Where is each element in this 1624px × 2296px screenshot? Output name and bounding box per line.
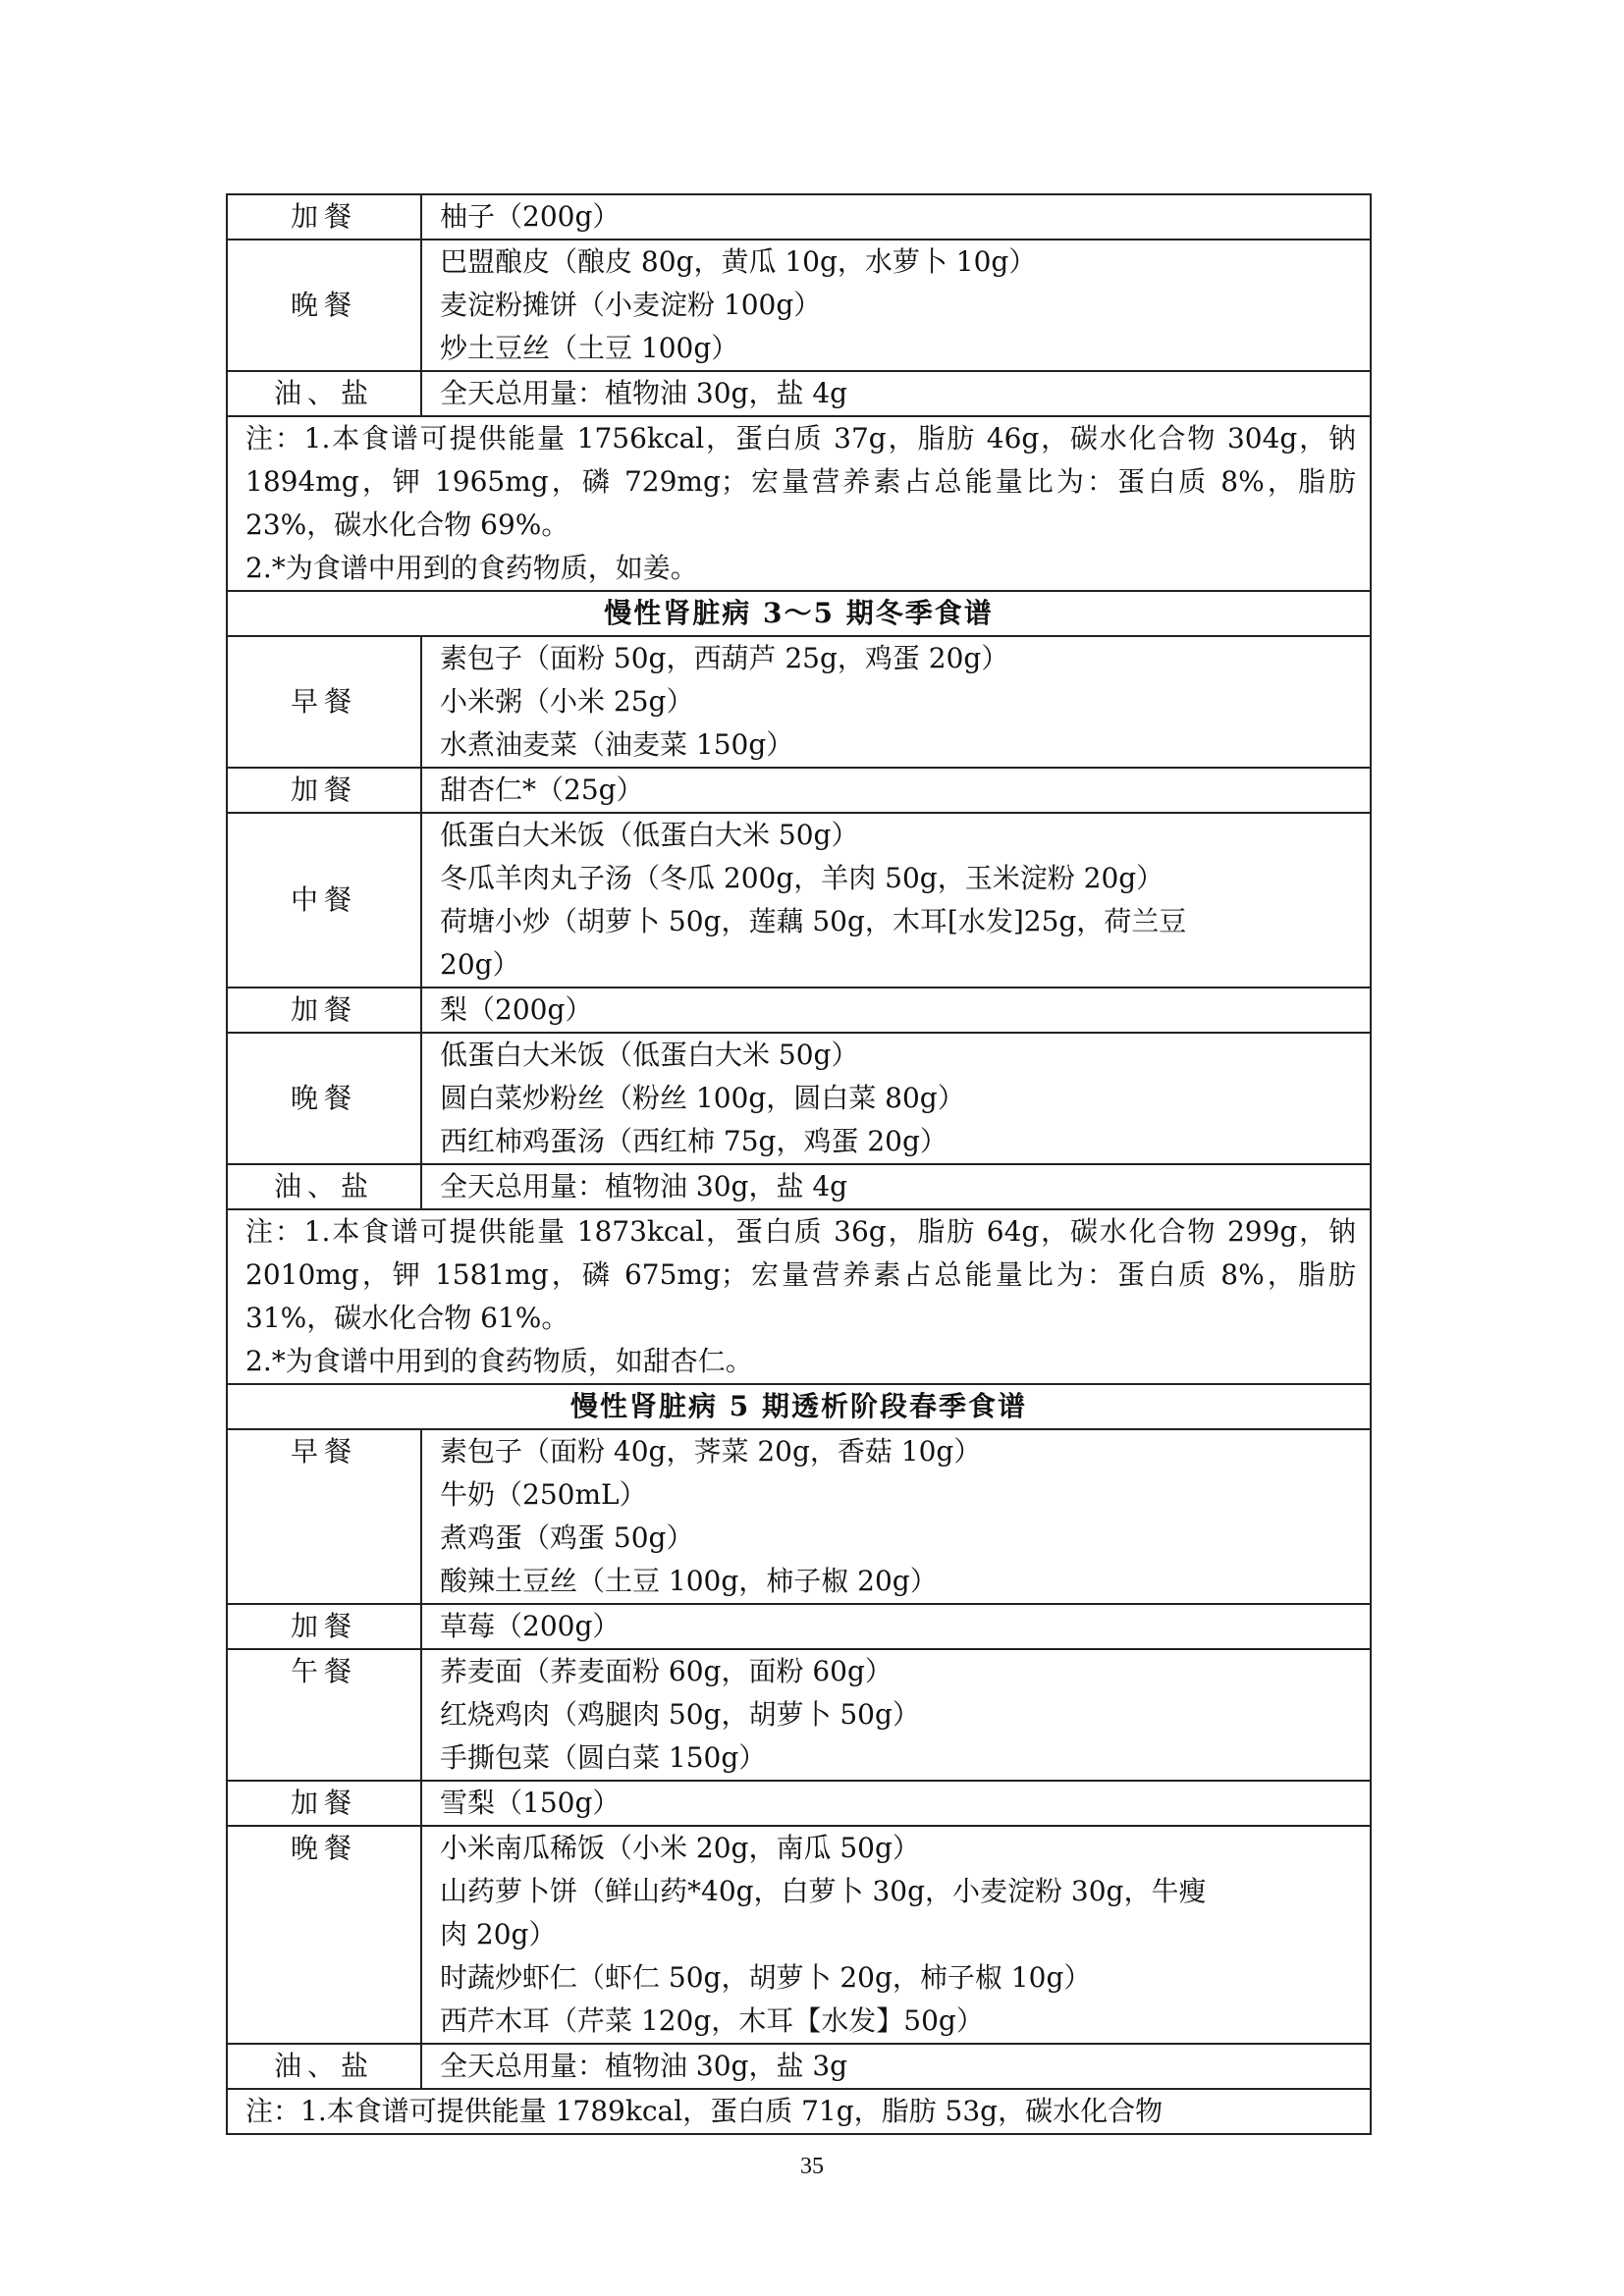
note-line: 2.*为食谱中用到的食药物质，如甜杏仁。 <box>245 1345 753 1377</box>
meal-label: 油、盐 <box>227 371 421 416</box>
meal-row <box>227 813 1371 988</box>
dish-line: 小米粥（小米 25g） <box>440 685 694 718</box>
meal-label: 加餐 <box>227 1781 421 1826</box>
nutrition-note <box>227 416 1371 591</box>
meal-items <box>421 813 1371 988</box>
meal-label: 加餐 <box>227 988 421 1033</box>
dish-line: 草莓（200g） <box>440 1610 621 1642</box>
section-title-row <box>227 1384 1371 1429</box>
dish-line: 雪梨（150g） <box>440 1787 621 1819</box>
dish-line: 酸辣土豆丝（土豆 100g，柿子椒 20g） <box>440 1565 938 1597</box>
dish-line: 水煮油麦菜（油麦菜 150g） <box>440 728 794 761</box>
meal-label: 加餐 <box>227 768 421 813</box>
dish-line: 素包子（面粉 50g，西葫芦 25g，鸡蛋 20g） <box>440 642 1009 674</box>
meal-label: 早餐 <box>227 1429 421 1604</box>
dish-line: 圆白菜炒粉丝（粉丝 100g，圆白菜 80g） <box>440 1082 965 1114</box>
dish-line: 素包子（面粉 40g，荠菜 20g，香菇 10g） <box>440 1435 982 1468</box>
note-line: 2.*为食谱中用到的食药物质，如姜。 <box>245 552 698 584</box>
recipe-document <box>226 193 1372 2135</box>
dish-line: 山药萝卜饼（鲜山药*40g，白萝卜 30g，小麦淀粉 30g，牛瘦 <box>440 1875 1207 1907</box>
meal-row <box>227 1649 1371 1781</box>
nutrition-note <box>227 2089 1371 2134</box>
dish-line: 低蛋白大米饭（低蛋白大米 50g） <box>440 1039 859 1071</box>
meal-row <box>227 1781 1371 1826</box>
meal-row <box>227 240 1371 371</box>
recipe-table-body <box>227 194 1371 2134</box>
meal-row <box>227 636 1371 768</box>
dish-line: 小米南瓜稀饭（小米 20g，南瓜 50g） <box>440 1832 920 1864</box>
dish-line: 麦淀粉摊饼（小麦淀粉 100g） <box>440 289 822 321</box>
meal-items <box>421 1164 1371 1209</box>
meal-items <box>421 1604 1371 1649</box>
dish-line: 巴盟酿皮（酿皮 80g，黄瓜 10g，水萝卜 10g） <box>440 245 1037 278</box>
meal-row <box>227 1429 1371 1604</box>
recipe-table <box>226 193 1372 2135</box>
meal-row <box>227 1033 1371 1164</box>
meal-items <box>421 636 1371 768</box>
dish-line: 甜杏仁*（25g） <box>440 774 644 806</box>
dish-line: 冬瓜羊肉丸子汤（冬瓜 200g，羊肉 50g，玉米淀粉 20g） <box>440 862 1164 894</box>
dish-line: 全天总用量：植物油 30g，盐 4g <box>440 1170 848 1202</box>
note-line: 注：1.本食谱可提供能量 1789kcal，蛋白质 71g，脂肪 53g，碳水化合物 <box>245 2095 1164 2127</box>
note-line: 注：1.本食谱可提供能量 1873kcal，蛋白质 36g，脂肪 64g，碳水化合物 299g，钠 2010mg，钾 1581mg，磷 675mg；宏量营养素占总能量比为：蛋白质 8%，脂肪 31%，碳水化合物 61%。 <box>245 1215 1356 1334</box>
note-row <box>227 2089 1371 2134</box>
meal-row <box>227 768 1371 813</box>
meal-items <box>421 1649 1371 1781</box>
meal-label: 油、盐 <box>227 1164 421 1209</box>
meal-row <box>227 1604 1371 1649</box>
meal-items <box>421 1781 1371 1826</box>
meal-row <box>227 2044 1371 2089</box>
dish-line: 荷塘小炒（胡萝卜 50g，莲藕 50g，木耳[水发]25g，荷兰豆 <box>440 905 1187 937</box>
dish-line: 肉 20g） <box>440 1918 557 1950</box>
note-row <box>227 416 1371 591</box>
dish-line: 荞麦面（荞麦面粉 60g，面粉 60g） <box>440 1655 893 1687</box>
meal-label: 加餐 <box>227 1604 421 1649</box>
meal-items <box>421 2044 1371 2089</box>
nutrition-note <box>227 1209 1371 1384</box>
meal-label: 加餐 <box>227 194 421 240</box>
dish-line: 牛奶（250mL） <box>440 1478 647 1511</box>
meal-items <box>421 194 1371 240</box>
meal-label: 晚餐 <box>227 240 421 371</box>
meal-label: 油、盐 <box>227 2044 421 2089</box>
dish-line: 煮鸡蛋（鸡蛋 50g） <box>440 1522 694 1554</box>
note-line: 注：1.本食谱可提供能量 1756kcal，蛋白质 37g，脂肪 46g，碳水化合物 304g，钠 1894mg，钾 1965mg，磷 729mg；宏量营养素占总能量比为：蛋白质 8%，脂肪 23%，碳水化合物 69%。 <box>245 422 1356 541</box>
section-title: 慢性肾脏病 5 期透析阶段春季食谱 <box>227 1384 1371 1429</box>
dish-line: 柚子（200g） <box>440 200 621 233</box>
note-row <box>227 1209 1371 1384</box>
meal-label: 早餐 <box>227 636 421 768</box>
meal-row <box>227 194 1371 240</box>
meal-label: 晚餐 <box>227 1033 421 1164</box>
meal-items <box>421 1429 1371 1604</box>
dish-line: 全天总用量：植物油 30g，盐 3g <box>440 2050 848 2082</box>
meal-items <box>421 1033 1371 1164</box>
dish-line: 手撕包菜（圆白菜 150g） <box>440 1741 767 1774</box>
meal-label: 晚餐 <box>227 1826 421 2044</box>
meal-items <box>421 371 1371 416</box>
dish-line: 梨（200g） <box>440 993 593 1026</box>
meal-label: 中餐 <box>227 813 421 988</box>
dish-line: 20g） <box>440 948 520 981</box>
meal-items <box>421 240 1371 371</box>
dish-line: 红烧鸡肉（鸡腿肉 50g，胡萝卜 50g） <box>440 1698 920 1731</box>
meal-label: 午餐 <box>227 1649 421 1781</box>
meal-items <box>421 1826 1371 2044</box>
page-number: 35 <box>800 2154 824 2179</box>
meal-items <box>421 988 1371 1033</box>
dish-line: 西红柿鸡蛋汤（西红柿 75g，鸡蛋 20g） <box>440 1125 947 1157</box>
dish-line: 时蔬炒虾仁（虾仁 50g，胡萝卜 20g，柿子椒 10g） <box>440 1961 1092 1994</box>
dish-line: 全天总用量：植物油 30g，盐 4g <box>440 377 848 409</box>
meal-row <box>227 371 1371 416</box>
dish-line: 低蛋白大米饭（低蛋白大米 50g） <box>440 819 859 851</box>
meal-row <box>227 1164 1371 1209</box>
meal-row <box>227 988 1371 1033</box>
section-title: 慢性肾脏病 3～5 期冬季食谱 <box>227 591 1371 636</box>
dish-line: 炒土豆丝（土豆 100g） <box>440 332 739 364</box>
section-title-row <box>227 591 1371 636</box>
meal-items <box>421 768 1371 813</box>
dish-line: 西芹木耳（芹菜 120g，木耳【水发】50g） <box>440 2004 984 2037</box>
meal-row <box>227 1826 1371 2044</box>
